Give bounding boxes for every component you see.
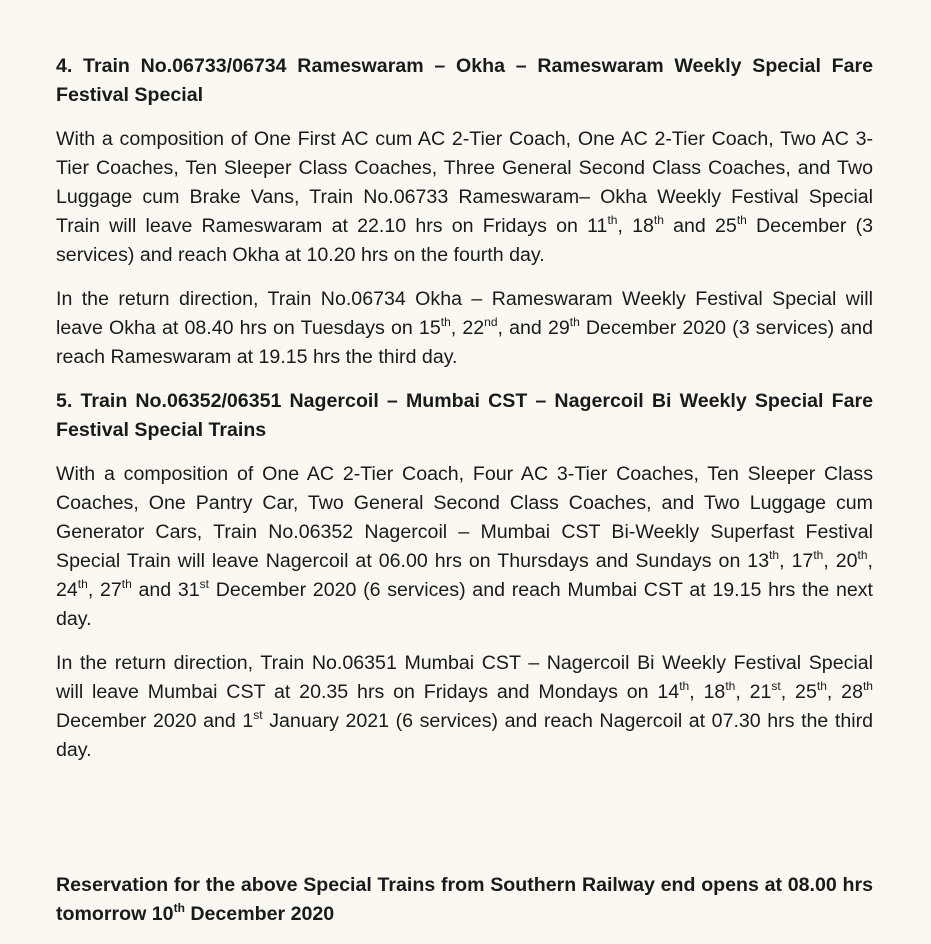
ordinal-suffix: th	[857, 548, 868, 562]
text-run: , 28	[826, 681, 863, 703]
text-run: , 18	[617, 215, 654, 237]
ordinal-suffix: st	[199, 577, 210, 591]
text-run: December (3 services) and reach Okha at 10.20 hrs on the fourth day.	[56, 215, 874, 266]
text-run: , 21	[735, 681, 772, 703]
text-run: December 2020	[184, 903, 335, 925]
section-5-heading: 5. Train No.06352/06351 Nagercoil – Mumbai CST – Nagercoil Bi Weekly Special Fare Festival Special Trains	[56, 390, 873, 441]
ordinal-suffix: th	[569, 315, 580, 329]
ordinal-suffix: th	[679, 679, 690, 693]
text-run: , and 29	[497, 317, 570, 339]
section-5-composition-paragraph	[56, 460, 873, 634]
section-4-heading: 4. Train No.06733/06734 Rameswaram – Okha – Rameswaram Weekly Special Fare Festival Special	[56, 55, 873, 106]
ordinal-suffix: th	[121, 577, 132, 591]
ordinal-suffix: th	[769, 548, 780, 562]
text-run: , 27	[87, 579, 122, 601]
text-run: , 17	[779, 550, 814, 572]
text-run: With a composition of One AC 2-Tier Coach, Four AC 3-Tier Coaches, Ten Sleeper Class Coaches, One Pantry Car, Two General Second Class Coaches, and Two Luggage cum Generator Cars, Train No.06352 Nagercoil – Mumbai CST Bi-Weekly Superfast Festival Special Train will leave Nagercoil at 06.00 hrs on Thursdays and Sundays on 13	[56, 463, 873, 572]
text-run: , 20	[823, 550, 858, 572]
text-run: December 2020 (6 services) and reach Mumbai CST at 19.15 hrs the next day.	[56, 579, 874, 630]
ordinal-suffix: th	[77, 577, 88, 591]
text-run: and 25	[663, 215, 737, 237]
text-run: , 22	[450, 317, 485, 339]
ordinal-suffix: st	[771, 679, 781, 693]
ordinal-suffix: th	[862, 679, 873, 693]
text-run: and 31	[131, 579, 200, 601]
text-run: , 18	[689, 681, 726, 703]
text-run: With a composition of One First AC cum AC 2-Tier Coach, One AC 2-Tier Coach, Two AC 3-Tier Coaches, Ten Sleeper Class Coaches, Three General Second Class Coaches, and Two Luggage cum Brake Vans, Train No.06733 Rameswaram– Okha Weekly Festival Special Train will leave Rameswaram at 22.10 hrs on Fridays on 11	[56, 128, 873, 237]
ordinal-suffix: th	[725, 679, 736, 693]
ordinal-suffix: th	[816, 679, 827, 693]
text-run: January 2021 (6 services) and reach Nagercoil at 07.30 hrs the third day.	[56, 710, 873, 761]
section-4-return-paragraph	[56, 285, 873, 372]
ordinal-suffix: nd	[484, 315, 498, 329]
ordinal-suffix: th	[813, 548, 824, 562]
ordinal-suffix: st	[253, 708, 263, 722]
section-5-return-paragraph	[56, 649, 873, 765]
ordinal-suffix: th	[653, 213, 664, 227]
text-run: , 24	[56, 550, 873, 601]
text-run: Reservation for the above Special Trains from Southern Railway end opens at 08.00 hrs tomorrow 10	[56, 874, 873, 925]
text-run: December 2020 (3 services) and reach Rameswaram at 19.15 hrs the third day.	[56, 317, 873, 368]
ordinal-suffix: th	[607, 213, 618, 227]
ordinal-suffix: th	[440, 315, 451, 329]
text-run: December 2020 and 1	[56, 710, 254, 732]
section-4-composition-paragraph	[56, 125, 873, 270]
ordinal-suffix: th	[736, 213, 747, 227]
reservation-notice	[56, 871, 873, 929]
ordinal-suffix: th	[173, 901, 185, 915]
text-run: , 25	[780, 681, 817, 703]
text-run: In the return direction, Train No.06734 Okha – Rameswaram Weekly Festival Special will leave Okha at 08.40 hrs on Tuesdays on 15	[56, 288, 873, 339]
text-run: In the return direction, Train No.06351 Mumbai CST – Nagercoil Bi Weekly Festival Special will leave Mumbai CST at 20.35 hrs on Fridays and Mondays on 14	[56, 652, 873, 703]
